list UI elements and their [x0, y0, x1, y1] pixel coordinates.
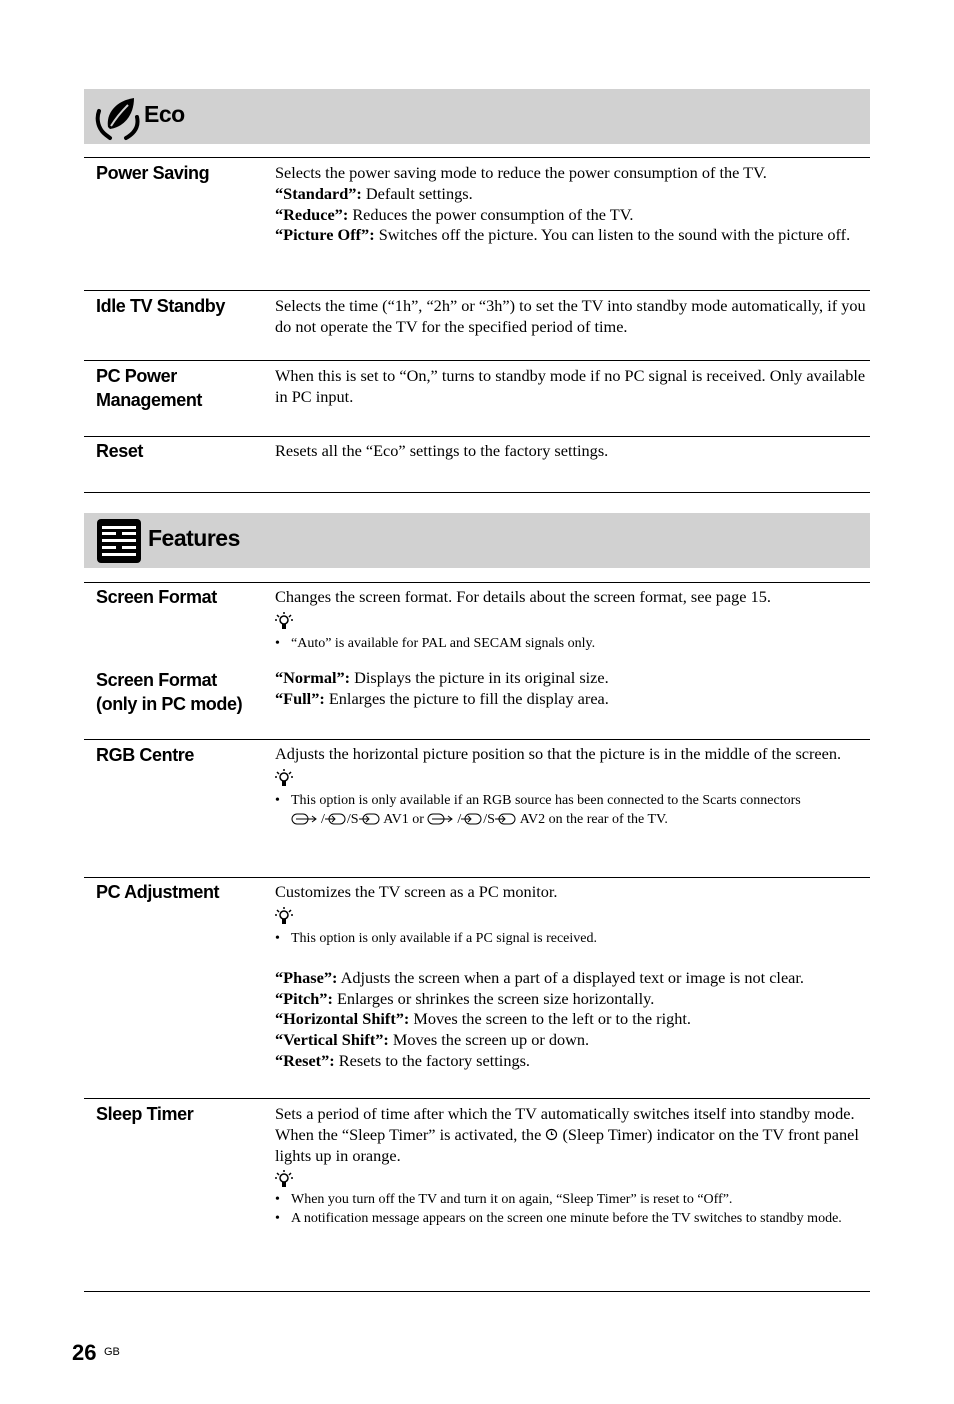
scart-output-icon: [461, 812, 483, 826]
rgb-centre-label: RGB Centre: [96, 745, 195, 765]
rgb-centre-note: • This option is only available if an RGB source has been connected to the Scarts connectors / /S AV1 or / /S AV2 on the rear of the TV.: [275, 791, 870, 829]
s-video-scart-icon: [495, 812, 517, 826]
pc-adjustment-option-reset: “Reset”: Resets to the factory settings.: [275, 1050, 531, 1070]
screen-format-option-normal: “Normal”: Displays the picture in its original size.: [275, 668, 609, 687]
page-number: 26: [72, 1340, 97, 1365]
sleep-timer-clock-icon: [545, 1128, 558, 1141]
features-list-icon: [96, 518, 142, 564]
divider: [84, 492, 870, 493]
eco-section-header: [84, 89, 870, 144]
features-section-title: Features: [148, 525, 240, 551]
sleep-timer-note: • When you turn off the TV and turn it on again, “Sleep Timer” is reset to “Off”.: [275, 1190, 870, 1209]
pc-adjustment-note: • This option is only available if a PC signal is received.: [275, 929, 870, 948]
pc-adjustment-option-pitch: “Pitch”: Enlarges or shrinkes the screen size horizontally.: [275, 988, 655, 1008]
divider: [84, 739, 870, 740]
screen-format-pc-label: Screen Format (only in PC mode): [96, 670, 243, 714]
divider: [84, 1291, 870, 1292]
divider: [84, 1098, 870, 1099]
eco-leaf-hands-icon: [94, 93, 142, 141]
idle-tv-standby-description: Selects the time (“1h”, “2h” or “3h”) to set the TV into standby mode automatically, if you do not operate the TV for the specified period of time.: [275, 296, 866, 336]
pc-adjustment-description: Customizes the TV screen as a PC monitor. • This option is only available if a PC signal is received. “Phase”: Adjusts the screen when a part of a displayed text or image is not clear. “Pitch”: Enlarges or shrinkes the screen size horizontally. “Horizontal Shift”: Moves the screen to the left or to the right. “Vertical Shift”: Moves the screen up or down. “Reset”: Resets to the factory settings.: [275, 882, 870, 1072]
divider: [84, 360, 870, 361]
reset-label: Reset: [96, 441, 144, 461]
pc-power-management-description: When this is set to “On,” turns to standby mode if no PC signal is received. Only available in PC input.: [275, 366, 866, 406]
pc-adjustment-option-horizontal-shift: “Horizontal Shift”: Moves the screen to the left or to the right.: [275, 1009, 691, 1029]
features-section-header: [84, 513, 870, 568]
rgb-centre-description: Adjusts the horizontal picture position so that the picture is in the middle of the screen. • This option is only available if an RGB source has been connected to the Scarts connectors / /S AV1 or / /S AV2 on the rear of the TV.: [275, 744, 870, 829]
power-saving-option-reduce: “Reduce”: Reduces the power consumption of the TV.: [275, 204, 634, 224]
power-saving-option-picture-off: “Picture Off”: Switches off the picture. You can listen to the sound with the picture off.: [275, 225, 851, 245]
screen-format-label: Screen Format: [96, 587, 217, 607]
pc-adjustment-label: PC Adjustment: [96, 882, 220, 902]
power-saving-description: [275, 163, 870, 246]
divider: [84, 877, 870, 878]
pc-adjustment-option-phase: “Phase”: Adjusts the screen when a part of a displayed text or image is not clear.: [275, 967, 804, 987]
hint-lightbulb-icon: [275, 1166, 870, 1190]
sleep-timer-description: Sets a period of time after which the TV automatically switches itself into standby mode. When the “Sleep Timer” is activated, the (Sleep Timer) indicator on the TV front panel lights up in orange. • When you turn off the TV and turn it on again, “Sleep Timer” is reset to “Off”. • A notification message appears on the screen one minute before the TV switches to standby mode.: [275, 1104, 870, 1228]
power-saving-label: Power Saving: [96, 163, 210, 183]
divider: [84, 290, 870, 291]
s-video-scart-icon: [359, 812, 381, 826]
eco-section-title: Eco: [144, 101, 185, 127]
divider: [84, 157, 870, 158]
idle-tv-standby-label: Idle TV Standby: [96, 296, 226, 316]
power-saving-intro: Selects the power saving mode to reduce the power consumption of the TV.: [275, 163, 767, 182]
scart-output-icon: [325, 812, 347, 826]
sleep-timer-note: • A notification message appears on the screen one minute before the TV switches to standby mode.: [275, 1209, 870, 1228]
divider: [84, 436, 870, 437]
screen-format-pc-description: [275, 668, 870, 710]
scart-input-icon: [291, 812, 321, 826]
hint-lightbulb-icon: [275, 608, 870, 634]
hint-lightbulb-icon: [275, 903, 870, 929]
pc-power-management-label: PC Power Management: [96, 366, 203, 410]
sleep-timer-label: Sleep Timer: [96, 1104, 194, 1124]
pc-adjustment-option-vertical-shift: “Vertical Shift”: Moves the screen up or down.: [275, 1030, 590, 1050]
hint-lightbulb-icon: [275, 765, 870, 791]
screen-format-note: • “Auto” is available for PAL and SECAM signals only.: [275, 634, 870, 653]
reset-description: Resets all the “Eco” settings to the factory settings.: [275, 441, 609, 460]
screen-format-description: Changes the screen format. For details about the screen format, see page 15. • “Auto” is available for PAL and SECAM signals only.: [275, 587, 870, 653]
divider: [84, 582, 870, 583]
power-saving-option-standard: “Standard”: Default settings.: [275, 183, 473, 203]
scart-input-icon: [427, 812, 457, 826]
screen-format-option-full: “Full”: Enlarges the picture to fill the display area.: [275, 688, 609, 708]
page-region-code: GB: [104, 1346, 120, 1358]
